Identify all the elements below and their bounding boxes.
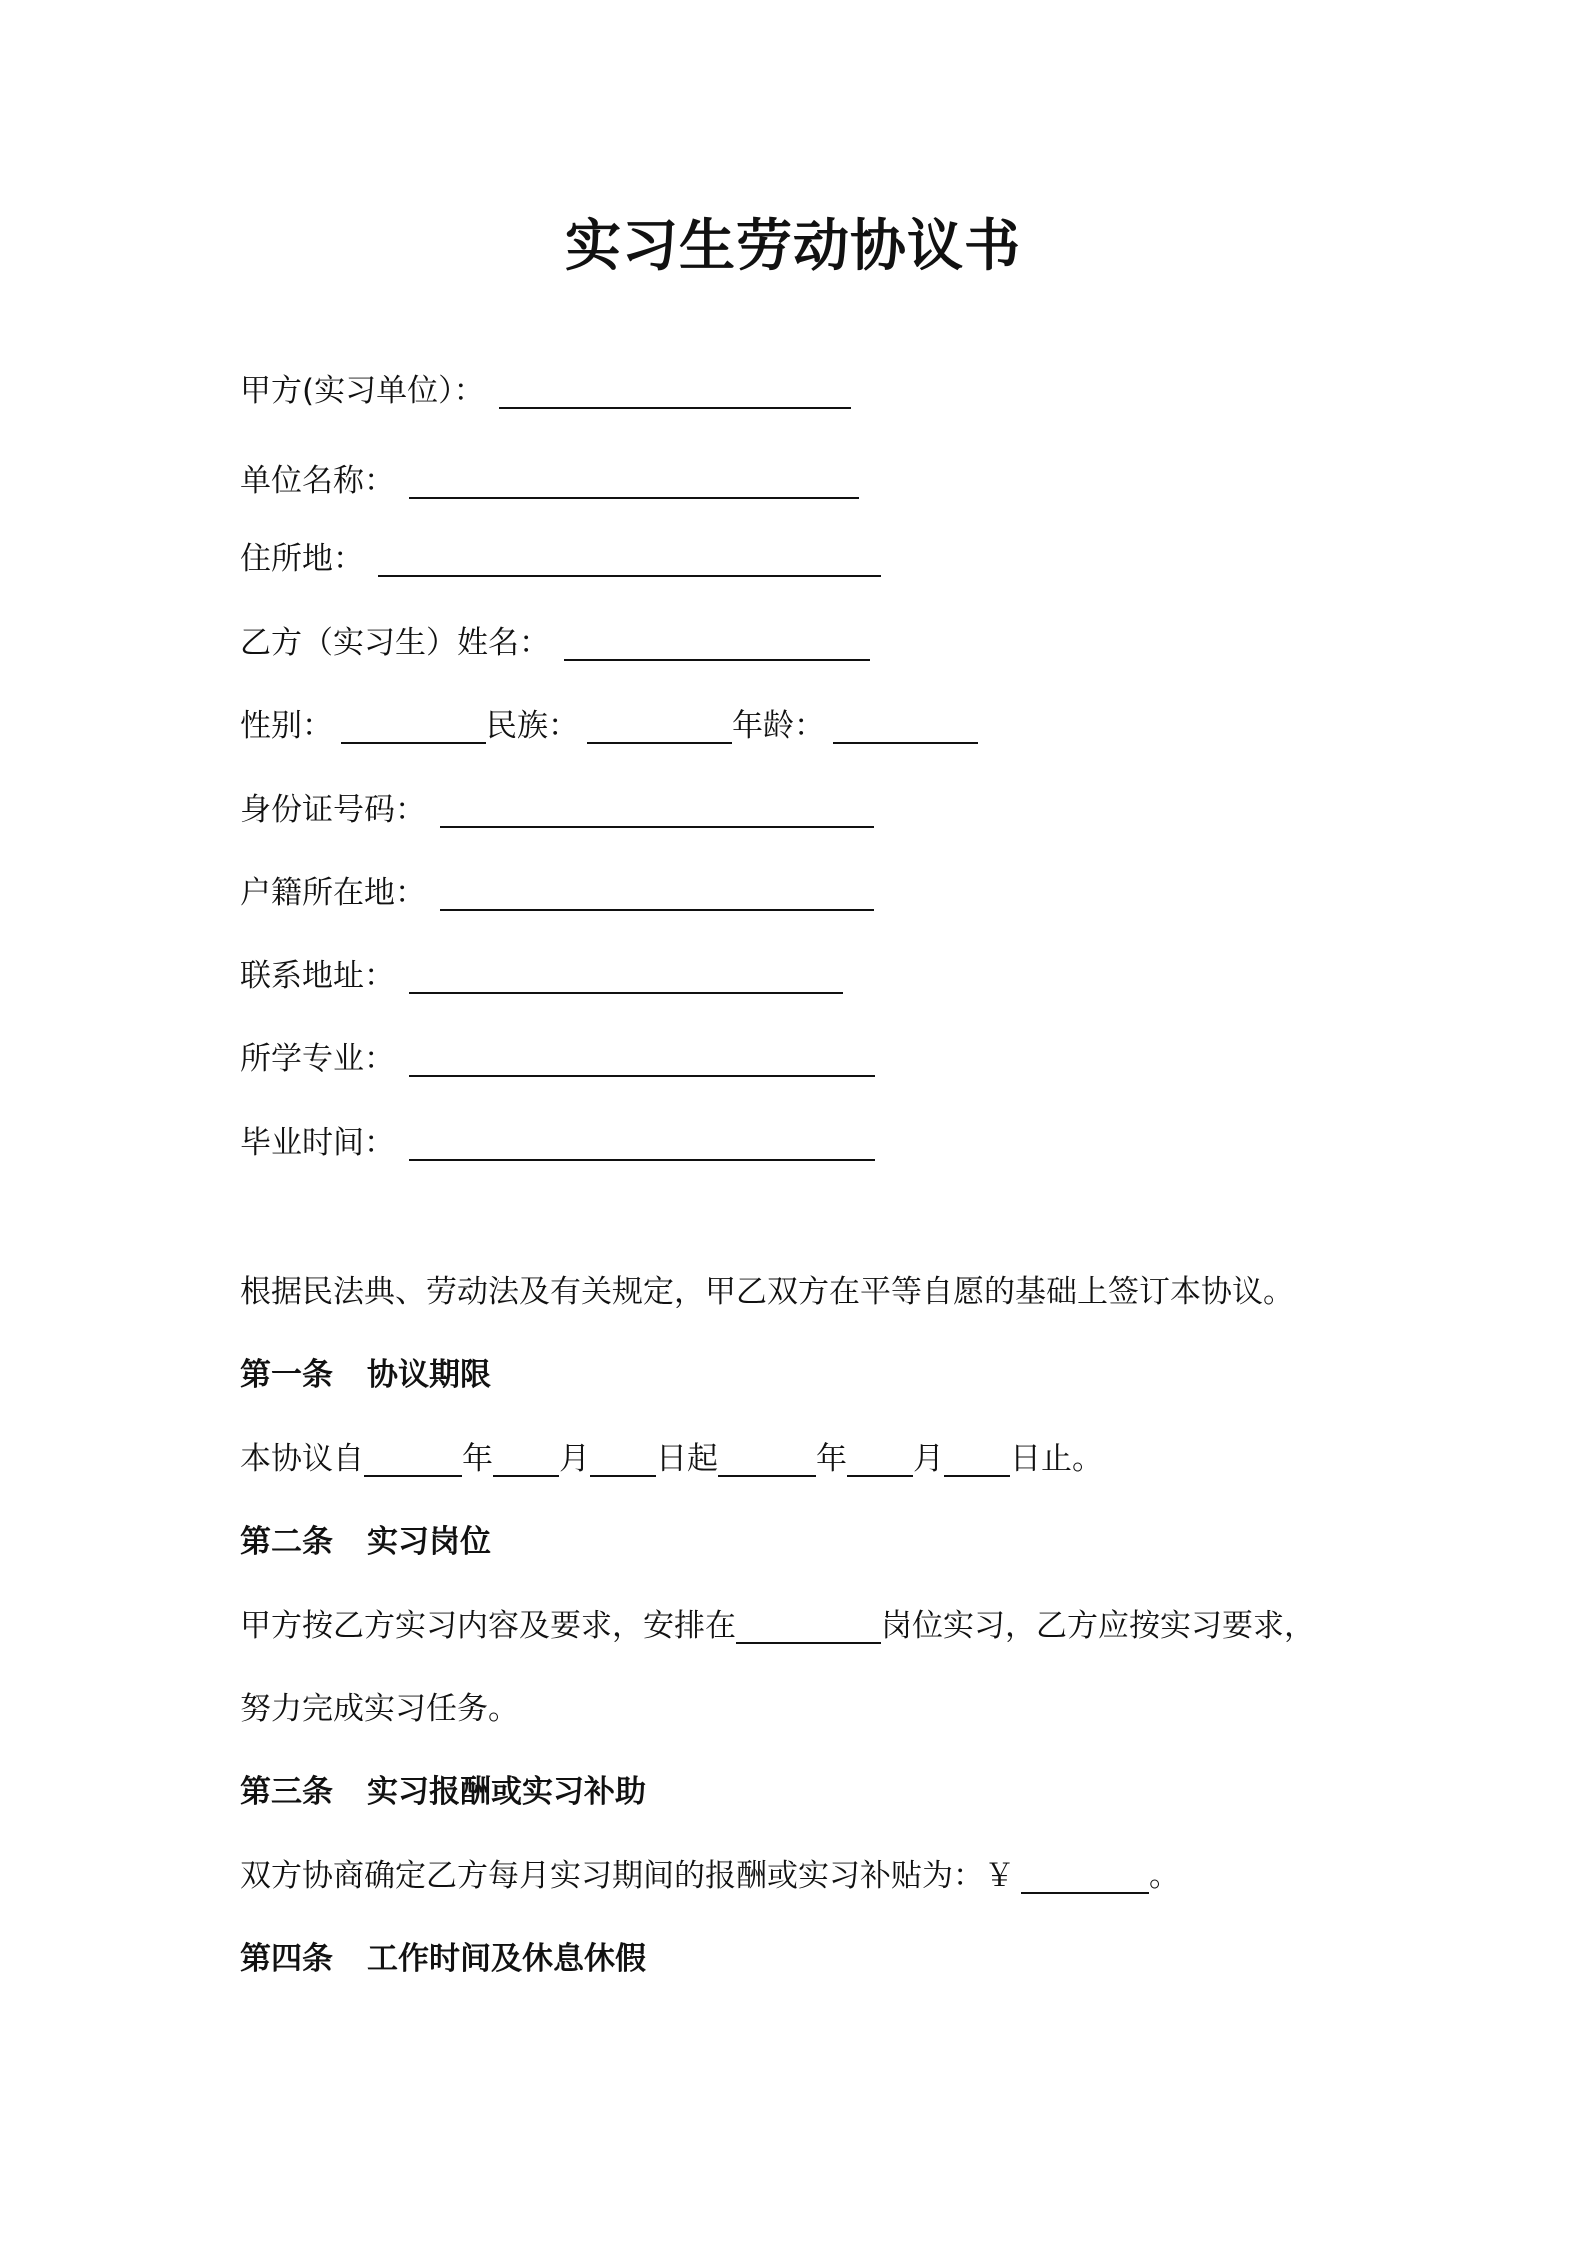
article-4-title: 工作时间及休息休假 xyxy=(367,1941,646,1977)
article-2-text-line-1 xyxy=(240,1601,1315,1651)
unit-name-label: 单位名称： xyxy=(240,463,395,499)
start-month-blank[interactable] xyxy=(493,1445,559,1477)
major-blank[interactable] xyxy=(409,1045,875,1077)
major-row xyxy=(240,1034,875,1084)
personal-info-row xyxy=(240,701,978,751)
start-day-blank[interactable] xyxy=(590,1445,656,1477)
article-2-text-c: 努力完成实习任务。 xyxy=(240,1691,519,1727)
id-number-row xyxy=(240,785,874,835)
end-day-label: 日止。 xyxy=(1010,1441,1103,1477)
party-a-label: 甲方(实习单位）： xyxy=(240,373,485,409)
position-blank[interactable] xyxy=(736,1612,881,1644)
article-3-text-a: 双方协商确定乙方每月实习期间的报酬或实习补贴为：￥ xyxy=(240,1858,1015,1894)
article-2-text-b: 岗位实习，乙方应按实习要求， xyxy=(881,1608,1315,1644)
unit-name-row xyxy=(240,456,859,506)
article-1-number: 第一条 xyxy=(240,1357,333,1393)
article-1-text-a: 本协议自 xyxy=(240,1441,364,1477)
ethnicity-blank[interactable] xyxy=(587,712,732,744)
unit-name-blank[interactable] xyxy=(409,467,859,499)
id-number-blank[interactable] xyxy=(440,796,874,828)
end-month-label: 月 xyxy=(913,1441,944,1477)
article-2-number: 第二条 xyxy=(240,1524,333,1560)
residence-row xyxy=(240,534,881,584)
id-number-label: 身份证号码： xyxy=(240,792,426,828)
document-title: 实习生劳动协议书 xyxy=(565,214,1021,279)
article-2-text-a: 甲方按乙方实习内容及要求，安排在 xyxy=(240,1608,736,1644)
ethnicity-label: 民族： xyxy=(486,708,579,744)
article-3-text-b: 。 xyxy=(1149,1858,1180,1894)
article-4-number: 第四条 xyxy=(240,1941,333,1977)
end-year-label: 年 xyxy=(816,1441,847,1477)
article-1-title: 协议期限 xyxy=(367,1357,491,1393)
article-3-number: 第三条 xyxy=(240,1774,333,1810)
graduation-time-blank[interactable] xyxy=(409,1129,875,1161)
start-day-label: 日起 xyxy=(656,1441,718,1477)
residence-blank[interactable] xyxy=(378,545,881,577)
gender-label: 性别： xyxy=(240,708,333,744)
age-label: 年龄： xyxy=(732,708,825,744)
residence-label: 住所地： xyxy=(240,541,364,577)
major-label: 所学专业： xyxy=(240,1041,395,1077)
article-3-title: 实习报酬或实习补助 xyxy=(367,1774,646,1810)
end-month-blank[interactable] xyxy=(847,1445,913,1477)
gender-blank[interactable] xyxy=(341,712,486,744)
article-1-heading xyxy=(240,1350,491,1400)
age-blank[interactable] xyxy=(833,712,978,744)
party-b-name-row xyxy=(240,618,870,668)
household-row xyxy=(240,868,874,918)
party-b-name-blank[interactable] xyxy=(564,629,870,661)
allowance-blank[interactable] xyxy=(1021,1862,1149,1894)
start-year-blank[interactable] xyxy=(364,1445,462,1477)
party-a-row xyxy=(240,366,851,416)
party-a-blank[interactable] xyxy=(499,377,851,409)
household-blank[interactable] xyxy=(440,879,874,911)
contact-address-row xyxy=(240,951,843,1001)
end-year-blank[interactable] xyxy=(718,1445,816,1477)
article-2-heading xyxy=(240,1517,491,1567)
article-3-text xyxy=(240,1851,1180,1901)
start-year-label: 年 xyxy=(462,1441,493,1477)
article-1-text xyxy=(240,1434,1103,1484)
party-b-name-label: 乙方（实习生）姓名： xyxy=(240,625,550,661)
article-3-heading xyxy=(240,1767,646,1817)
article-4-heading xyxy=(240,1934,646,1984)
preamble xyxy=(240,1267,1294,1317)
contact-address-blank[interactable] xyxy=(409,962,843,994)
start-month-label: 月 xyxy=(559,1441,590,1477)
end-day-blank[interactable] xyxy=(944,1445,1010,1477)
article-2-title: 实习岗位 xyxy=(367,1524,491,1560)
preamble-text: 根据民法典、劳动法及有关规定，甲乙双方在平等自愿的基础上签订本协议。 xyxy=(240,1274,1294,1310)
contact-address-label: 联系地址： xyxy=(240,958,395,994)
household-label: 户籍所在地： xyxy=(240,875,426,911)
graduation-time-row xyxy=(240,1118,875,1168)
graduation-time-label: 毕业时间： xyxy=(240,1125,395,1161)
article-2-text-line-2 xyxy=(240,1684,519,1734)
